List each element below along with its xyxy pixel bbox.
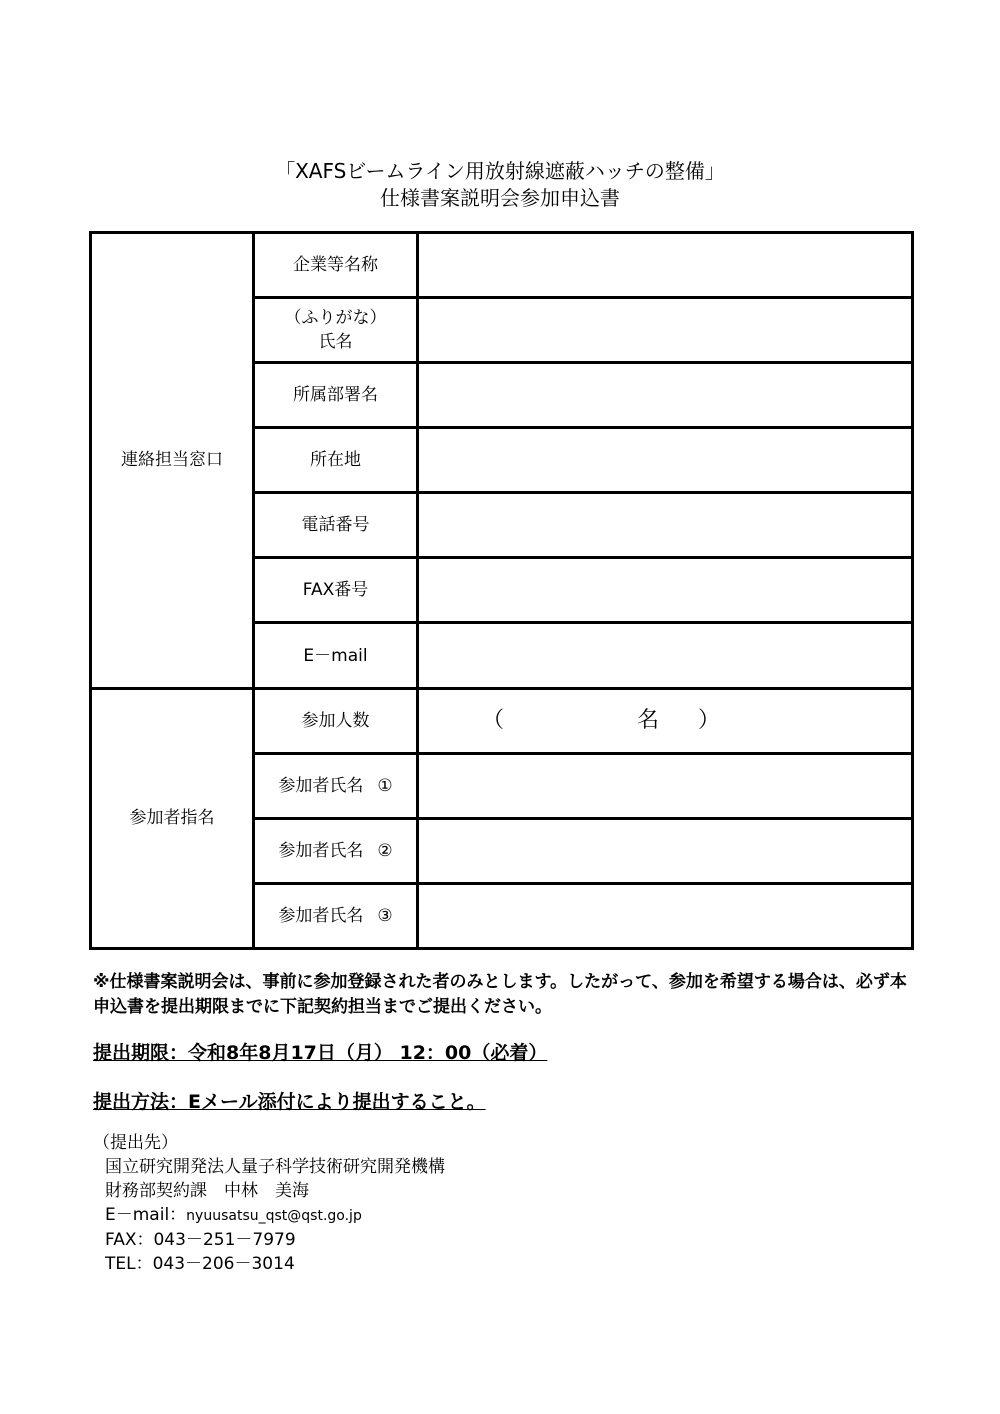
title-line-1: 「XAFSビームライン用放射線遮蔽ハッチの整備」	[275, 159, 725, 183]
count-close-paren: ）	[698, 707, 721, 733]
application-form-table	[89, 231, 914, 950]
participant-count-label: 参加人数	[254, 688, 418, 753]
contact-group-label: 連絡担当窓口	[91, 233, 254, 689]
submission-deadline: 提出期限：令和8年8月17日（月） 12：00（必着）	[93, 1042, 548, 1064]
count-unit: 名	[637, 707, 660, 733]
company-name-field[interactable]	[418, 233, 913, 298]
participant-group-label: 参加者指名	[91, 688, 254, 948]
participant-count-field[interactable]	[418, 688, 913, 753]
name-label: 氏名	[318, 332, 353, 353]
furigana-label: （ふりがな）	[284, 308, 387, 329]
email-field[interactable]	[418, 623, 913, 688]
participant-number-2: ②	[377, 840, 393, 861]
submit-email-label: E－mail：	[105, 1205, 187, 1225]
submission-destination	[93, 1131, 445, 1276]
submit-email-address: nyuusatsu_qst@qst.go.jp	[186, 1208, 362, 1224]
participant-name-label: 参加者氏名	[278, 840, 364, 861]
participant-name-label: 参加者氏名	[278, 775, 364, 796]
submission-method: 提出方法：Eメール添付により提出すること。	[93, 1091, 486, 1113]
submit-tel: TEL：043－206－3014	[105, 1254, 295, 1274]
title-line-2: 仕様書案説明会参加申込書	[380, 186, 620, 210]
address-label: 所在地	[254, 428, 418, 493]
participant-number-1: ①	[377, 775, 393, 796]
contact-name-label	[254, 298, 418, 363]
address-field[interactable]	[418, 428, 913, 493]
participant-name-label: 参加者氏名	[278, 905, 364, 926]
contact-name-field[interactable]	[418, 298, 913, 363]
phone-label: 電話番号	[254, 493, 418, 558]
participant-3-field[interactable]	[418, 883, 913, 948]
participant-1-label	[254, 753, 418, 818]
notice-text: ※仕様書案説明会は、事前に参加登録された者のみとします。したがって、参加を希望する場合は、必ず本申込書を提出期限までに下記契約担当までご提出ください。	[93, 972, 907, 1017]
submit-department-person: 財務部契約課 中林 美海	[105, 1181, 309, 1201]
document-title	[0, 158, 1000, 212]
department-field[interactable]	[418, 363, 913, 428]
participant-2-field[interactable]	[418, 818, 913, 883]
fax-field[interactable]	[418, 558, 913, 623]
submit-organization: 国立研究開発法人量子科学技術研究開発機構	[105, 1157, 445, 1177]
company-name-label: 企業等名称	[254, 233, 418, 298]
department-label: 所属部署名	[254, 363, 418, 428]
participant-3-label	[254, 883, 418, 948]
fax-label: FAX番号	[254, 558, 418, 623]
count-open-paren: （	[482, 707, 505, 733]
submit-heading: （提出先）	[93, 1133, 178, 1153]
submit-fax: FAX：043－251－7979	[105, 1230, 296, 1250]
participant-number-3: ③	[377, 905, 393, 926]
participant-2-label	[254, 818, 418, 883]
submit-email-line	[93, 1203, 445, 1228]
participant-1-field[interactable]	[418, 753, 913, 818]
phone-field[interactable]	[418, 493, 913, 558]
email-label: E－mail	[254, 623, 418, 688]
